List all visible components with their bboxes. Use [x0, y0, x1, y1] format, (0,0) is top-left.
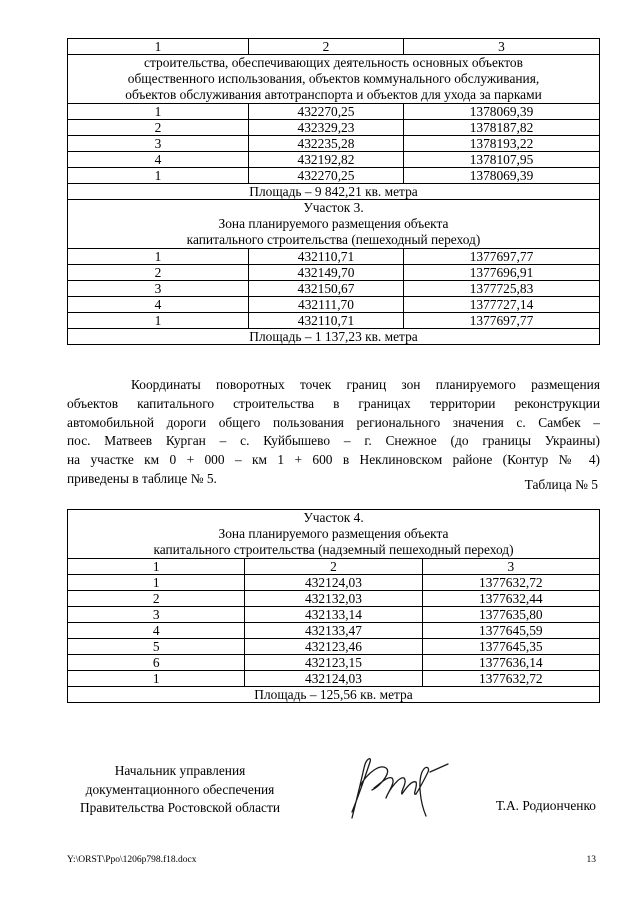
x-coordinate: 432123,15	[245, 655, 422, 671]
section-title-row	[68, 55, 600, 104]
point-number: 1	[68, 313, 249, 329]
body-paragraph	[67, 376, 600, 489]
point-number: 3	[68, 281, 249, 297]
point-number: 4	[68, 297, 249, 313]
y-coordinate: 1377645,35	[422, 639, 599, 655]
point-number: 1	[68, 671, 245, 687]
x-coordinate: 432192,82	[249, 152, 404, 168]
section-title-cell	[68, 200, 600, 249]
x-coordinate: 432270,25	[249, 168, 404, 184]
point-number: 1	[68, 104, 249, 120]
x-coordinate: 432124,03	[245, 575, 422, 591]
table-caption: Таблица № 5	[524, 477, 598, 492]
table-row	[68, 591, 600, 607]
x-coordinate: 432123,46	[245, 639, 422, 655]
area-row	[68, 184, 600, 200]
paragraph-line: автомобильной дороги общего пользования регионального значения с. Самбек –	[67, 414, 600, 430]
y-coordinate: 1377697,77	[404, 313, 600, 329]
point-number: 3	[68, 607, 245, 623]
point-number: 4	[68, 152, 249, 168]
y-coordinate: 1377696,91	[404, 265, 600, 281]
table-row	[68, 265, 600, 281]
table-row	[68, 120, 600, 136]
coordinates-table-continued	[67, 38, 600, 345]
point-number: 2	[68, 120, 249, 136]
table-row	[68, 655, 600, 671]
y-coordinate: 1377635,80	[422, 607, 599, 623]
paragraph-line: на участке км 0 + 000 – км 1 + 600 в Неклиновском районе (Контур № 4)	[67, 452, 600, 468]
header-cell-1: 1	[68, 559, 245, 575]
table-row	[68, 313, 600, 329]
y-coordinate: 1377697,77	[404, 249, 600, 265]
section-title-line: Участок 4.	[303, 510, 364, 525]
table-row	[68, 104, 600, 120]
x-coordinate: 432270,25	[249, 104, 404, 120]
section-title-cell	[68, 55, 600, 104]
area-row	[68, 687, 600, 703]
point-number: 5	[68, 639, 245, 655]
paragraph-line: объектов капитального строительства в границах территории реконструкции	[67, 395, 600, 411]
paragraph-line: Координаты поворотных точек границ зон планируемого размещения	[131, 377, 600, 392]
x-coordinate: 432329,23	[249, 120, 404, 136]
table-row	[68, 281, 600, 297]
area-cell: Площадь – 125,56 кв. метра	[68, 687, 600, 703]
header-cell-2: 2	[245, 559, 422, 575]
x-coordinate: 432133,47	[245, 623, 422, 639]
table-header-row	[68, 559, 600, 575]
table-row	[68, 249, 600, 265]
point-number: 2	[68, 265, 249, 281]
point-number: 3	[68, 136, 249, 152]
handwritten-signature	[330, 742, 460, 832]
section-title-line: строительства, обеспечивающих деятельность основных объектов	[144, 55, 523, 70]
x-coordinate: 432111,70	[249, 297, 404, 313]
y-coordinate: 1378069,39	[404, 168, 600, 184]
y-coordinate: 1377645,59	[422, 623, 599, 639]
signatory-name: Т.А. Родионченко	[495, 798, 596, 813]
x-coordinate: 432133,14	[245, 607, 422, 623]
y-coordinate: 1378187,82	[404, 120, 600, 136]
section-title-line: объектов обслуживания автотранспорта и объектов для ухода за парками	[125, 87, 542, 102]
position-line: Начальник управления	[114, 763, 246, 778]
x-coordinate: 432132,03	[245, 591, 422, 607]
table-row	[68, 575, 600, 591]
page-number: 13	[586, 855, 596, 865]
x-coordinate: 432149,70	[249, 265, 404, 281]
coordinates-table-5	[67, 509, 600, 703]
x-coordinate: 432110,71	[249, 249, 404, 265]
y-coordinate: 1378193,22	[404, 136, 600, 152]
header-cell-3: 3	[422, 559, 599, 575]
section-title-cell	[68, 510, 600, 559]
x-coordinate: 432124,03	[245, 671, 422, 687]
section-title-line: Участок 3.	[303, 200, 364, 215]
section-title-line: Зона планируемого размещения объекта	[218, 216, 449, 231]
section-title-line: общественного использования, объектов коммунального обслуживания,	[127, 71, 540, 86]
point-number: 4	[68, 623, 245, 639]
area-cell: Площадь – 1 137,23 кв. метра	[68, 329, 600, 345]
x-coordinate: 432110,71	[249, 313, 404, 329]
y-coordinate: 1377727,14	[404, 297, 600, 313]
point-number: 1	[68, 575, 245, 591]
paragraph-line: приведены в таблице № 5.	[67, 470, 217, 486]
header-cell-2: 2	[249, 39, 404, 55]
footer-file-path: Y:\ORST\Ppo\1206p798.f18.docx	[67, 855, 197, 865]
y-coordinate: 1377632,72	[422, 575, 599, 591]
point-number: 1	[68, 249, 249, 265]
table-row	[68, 607, 600, 623]
header-cell-1: 1	[68, 39, 249, 55]
y-coordinate: 1377636,14	[422, 655, 599, 671]
table-row	[68, 136, 600, 152]
point-number: 2	[68, 591, 245, 607]
y-coordinate: 1378107,95	[404, 152, 600, 168]
section-title-row	[68, 200, 600, 249]
signatory-position	[60, 762, 300, 818]
table-row	[68, 297, 600, 313]
table-row	[68, 152, 600, 168]
position-line: Правительства Ростовской области	[79, 800, 281, 815]
table-header-row	[68, 39, 600, 55]
section-title-line: Зона планируемого размещения объекта	[218, 526, 449, 541]
y-coordinate: 1378069,39	[404, 104, 600, 120]
paragraph-line: пос. Матвеев Курган – с. Куйбышево – г. Снежное (до границы Украины)	[67, 433, 600, 449]
x-coordinate: 432150,67	[249, 281, 404, 297]
header-cell-3: 3	[404, 39, 600, 55]
position-line: документационного обеспечения	[85, 781, 275, 797]
section-title-row	[68, 510, 600, 559]
table-row	[68, 639, 600, 655]
table-row	[68, 168, 600, 184]
section-title-line: капитального строительства (пешеходный переход)	[186, 232, 481, 247]
table-row	[68, 623, 600, 639]
y-coordinate: 1377632,72	[422, 671, 599, 687]
y-coordinate: 1377725,83	[404, 281, 600, 297]
table-row	[68, 671, 600, 687]
point-number: 1	[68, 168, 249, 184]
section-title-line: капитального строительства (надземный пешеходный переход)	[153, 542, 514, 557]
point-number: 6	[68, 655, 245, 671]
x-coordinate: 432235,28	[249, 136, 404, 152]
area-row	[68, 329, 600, 345]
y-coordinate: 1377632,44	[422, 591, 599, 607]
area-cell: Площадь – 9 842,21 кв. метра	[68, 184, 600, 200]
